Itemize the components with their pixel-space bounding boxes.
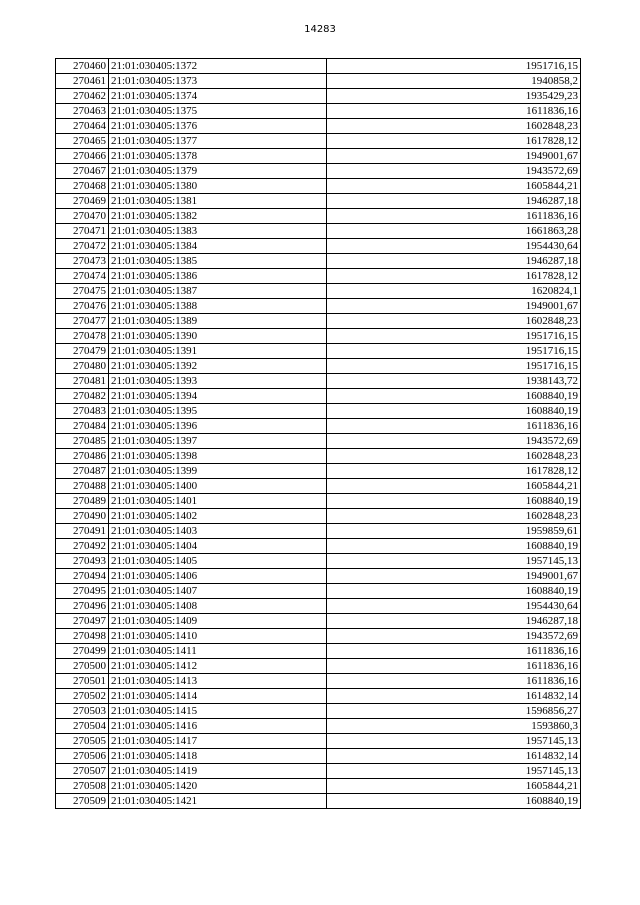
table-row [56, 764, 581, 779]
row-id: 270497 [56, 614, 109, 629]
cadastral-value: 1661863,28 [327, 224, 581, 239]
table-row [56, 689, 581, 704]
row-id: 270505 [56, 734, 109, 749]
row-id: 270507 [56, 764, 109, 779]
row-id: 270477 [56, 314, 109, 329]
cadastral-value: 1946287,18 [327, 254, 581, 269]
cadastral-number: 21:01:030405:1382 [109, 209, 327, 224]
row-id: 270480 [56, 359, 109, 374]
cadastral-value: 1602848,23 [327, 449, 581, 464]
cadastral-number: 21:01:030405:1384 [109, 239, 327, 254]
cadastral-number: 21:01:030405:1409 [109, 614, 327, 629]
row-id: 270467 [56, 164, 109, 179]
cadastral-value: 1949001,67 [327, 569, 581, 584]
row-id: 270508 [56, 779, 109, 794]
row-id: 270474 [56, 269, 109, 284]
cadastral-value: 1593860,3 [327, 719, 581, 734]
row-id: 270509 [56, 794, 109, 809]
table-row [56, 404, 581, 419]
row-id: 270488 [56, 479, 109, 494]
cadastral-value: 1617828,12 [327, 134, 581, 149]
table-row [56, 104, 581, 119]
cadastral-number: 21:01:030405:1407 [109, 584, 327, 599]
cadastral-number: 21:01:030405:1374 [109, 89, 327, 104]
cadastral-number: 21:01:030405:1413 [109, 674, 327, 689]
cadastral-value: 1602848,23 [327, 314, 581, 329]
cadastral-value: 1611836,16 [327, 659, 581, 674]
row-id: 270483 [56, 404, 109, 419]
table-row [56, 494, 581, 509]
table-row [56, 659, 581, 674]
cadastral-value: 1943572,69 [327, 629, 581, 644]
cadastral-number: 21:01:030405:1416 [109, 719, 327, 734]
cadastral-value: 1611836,16 [327, 674, 581, 689]
table-row [56, 299, 581, 314]
cadastral-number: 21:01:030405:1388 [109, 299, 327, 314]
cadastral-number: 21:01:030405:1404 [109, 539, 327, 554]
row-id: 270472 [56, 239, 109, 254]
table-row [56, 89, 581, 104]
cadastral-value: 1959859,61 [327, 524, 581, 539]
row-id: 270462 [56, 89, 109, 104]
row-id: 270482 [56, 389, 109, 404]
table-row [56, 374, 581, 389]
cadastral-number: 21:01:030405:1397 [109, 434, 327, 449]
cadastral-value: 1954430,64 [327, 599, 581, 614]
cadastral-value: 1611836,16 [327, 419, 581, 434]
cadastral-value: 1602848,23 [327, 119, 581, 134]
table-row [56, 719, 581, 734]
cadastral-number: 21:01:030405:1403 [109, 524, 327, 539]
table-row [56, 629, 581, 644]
row-id: 270494 [56, 569, 109, 584]
table-row [56, 284, 581, 299]
cadastral-value: 1951716,15 [327, 359, 581, 374]
cadastral-value: 1605844,21 [327, 479, 581, 494]
table-row [56, 479, 581, 494]
row-id: 270506 [56, 749, 109, 764]
cadastral-number: 21:01:030405:1377 [109, 134, 327, 149]
cadastral-number: 21:01:030405:1402 [109, 509, 327, 524]
cadastral-number: 21:01:030405:1387 [109, 284, 327, 299]
row-id: 270473 [56, 254, 109, 269]
table-row [56, 614, 581, 629]
cadastral-number: 21:01:030405:1381 [109, 194, 327, 209]
cadastral-number: 21:01:030405:1392 [109, 359, 327, 374]
cadastral-value: 1946287,18 [327, 194, 581, 209]
table-row [56, 539, 581, 554]
row-id: 270486 [56, 449, 109, 464]
row-id: 270468 [56, 179, 109, 194]
row-id: 270501 [56, 674, 109, 689]
cadastral-number: 21:01:030405:1400 [109, 479, 327, 494]
cadastral-value: 1608840,19 [327, 389, 581, 404]
cadastral-value: 1605844,21 [327, 779, 581, 794]
cadastral-number: 21:01:030405:1417 [109, 734, 327, 749]
row-id: 270466 [56, 149, 109, 164]
table-row [56, 509, 581, 524]
row-id: 270500 [56, 659, 109, 674]
cadastral-value: 1611836,16 [327, 209, 581, 224]
cadastral-value: 1611836,16 [327, 644, 581, 659]
cadastral-number: 21:01:030405:1394 [109, 389, 327, 404]
cadastral-value: 1951716,15 [327, 59, 581, 74]
table-row [56, 209, 581, 224]
page-number: 14283 [304, 24, 336, 35]
cadastral-number: 21:01:030405:1373 [109, 74, 327, 89]
cadastral-number: 21:01:030405:1398 [109, 449, 327, 464]
row-id: 270475 [56, 284, 109, 299]
row-id: 270485 [56, 434, 109, 449]
cadastral-value: 1943572,69 [327, 434, 581, 449]
cadastral-number: 21:01:030405:1411 [109, 644, 327, 659]
cadastral-number: 21:01:030405:1393 [109, 374, 327, 389]
cadastral-number: 21:01:030405:1380 [109, 179, 327, 194]
cadastral-number: 21:01:030405:1375 [109, 104, 327, 119]
row-id: 270478 [56, 329, 109, 344]
cadastral-value: 1943572,69 [327, 164, 581, 179]
table-row [56, 554, 581, 569]
row-id: 270463 [56, 104, 109, 119]
cadastral-number: 21:01:030405:1385 [109, 254, 327, 269]
row-id: 270460 [56, 59, 109, 74]
row-id: 270496 [56, 599, 109, 614]
table-row [56, 464, 581, 479]
table-row [56, 254, 581, 269]
cadastral-value: 1957145,13 [327, 734, 581, 749]
cadastral-number: 21:01:030405:1406 [109, 569, 327, 584]
table-row [56, 269, 581, 284]
table-row [56, 74, 581, 89]
cadastral-number: 21:01:030405:1420 [109, 779, 327, 794]
row-id: 270479 [56, 344, 109, 359]
cadastral-number: 21:01:030405:1378 [109, 149, 327, 164]
row-id: 270461 [56, 74, 109, 89]
cadastral-value: 1949001,67 [327, 149, 581, 164]
table-row [56, 599, 581, 614]
table-row [56, 314, 581, 329]
cadastral-value: 1951716,15 [327, 329, 581, 344]
table-row [56, 674, 581, 689]
cadastral-value: 1949001,67 [327, 299, 581, 314]
cadastral-number: 21:01:030405:1376 [109, 119, 327, 134]
row-id: 270503 [56, 704, 109, 719]
table-row [56, 134, 581, 149]
row-id: 270491 [56, 524, 109, 539]
table-row [56, 149, 581, 164]
cadastral-number: 21:01:030405:1419 [109, 764, 327, 779]
row-id: 270490 [56, 509, 109, 524]
cadastral-number: 21:01:030405:1415 [109, 704, 327, 719]
table-row [56, 224, 581, 239]
cadastral-value: 1596856,27 [327, 704, 581, 719]
row-id: 270487 [56, 464, 109, 479]
cadastral-number: 21:01:030405:1396 [109, 419, 327, 434]
table-row [56, 179, 581, 194]
table-row [56, 359, 581, 374]
table-row [56, 779, 581, 794]
cadastral-value: 1617828,12 [327, 269, 581, 284]
cadastral-number: 21:01:030405:1418 [109, 749, 327, 764]
cadastral-number: 21:01:030405:1421 [109, 794, 327, 809]
cadastre-table [55, 58, 581, 809]
cadastral-value: 1957145,13 [327, 554, 581, 569]
table-row [56, 329, 581, 344]
row-id: 270502 [56, 689, 109, 704]
cadastral-value: 1608840,19 [327, 584, 581, 599]
row-id: 270465 [56, 134, 109, 149]
cadastral-number: 21:01:030405:1379 [109, 164, 327, 179]
table-row [56, 569, 581, 584]
cadastral-value: 1620824,1 [327, 284, 581, 299]
row-id: 270484 [56, 419, 109, 434]
row-id: 270481 [56, 374, 109, 389]
table-row [56, 749, 581, 764]
cadastral-value: 1605844,21 [327, 179, 581, 194]
row-id: 270504 [56, 719, 109, 734]
cadastral-value: 1951716,15 [327, 344, 581, 359]
row-id: 270464 [56, 119, 109, 134]
table-row [56, 344, 581, 359]
table-row [56, 239, 581, 254]
cadastral-number: 21:01:030405:1395 [109, 404, 327, 419]
table-row [56, 59, 581, 74]
table-row [56, 449, 581, 464]
row-id: 270495 [56, 584, 109, 599]
cadastral-value: 1608840,19 [327, 404, 581, 419]
row-id: 270471 [56, 224, 109, 239]
table-row [56, 734, 581, 749]
cadastral-value: 1946287,18 [327, 614, 581, 629]
cadastral-value: 1940858,2 [327, 74, 581, 89]
cadastral-value: 1614832,14 [327, 749, 581, 764]
row-id: 270498 [56, 629, 109, 644]
cadastral-number: 21:01:030405:1412 [109, 659, 327, 674]
cadastral-value: 1608840,19 [327, 494, 581, 509]
table-row [56, 524, 581, 539]
table-row [56, 419, 581, 434]
cadastral-number: 21:01:030405:1383 [109, 224, 327, 239]
cadastral-number: 21:01:030405:1389 [109, 314, 327, 329]
cadastral-value: 1954430,64 [327, 239, 581, 254]
cadastral-number: 21:01:030405:1372 [109, 59, 327, 74]
cadastral-value: 1608840,19 [327, 539, 581, 554]
cadastral-number: 21:01:030405:1410 [109, 629, 327, 644]
table-row [56, 164, 581, 179]
cadastral-number: 21:01:030405:1401 [109, 494, 327, 509]
table-row [56, 434, 581, 449]
cadastral-value: 1938143,72 [327, 374, 581, 389]
table-row [56, 644, 581, 659]
table-row [56, 389, 581, 404]
cadastral-number: 21:01:030405:1386 [109, 269, 327, 284]
cadastral-value: 1611836,16 [327, 104, 581, 119]
cadastral-value: 1602848,23 [327, 509, 581, 524]
table-row [56, 704, 581, 719]
table-row [56, 794, 581, 809]
cadastral-number: 21:01:030405:1391 [109, 344, 327, 359]
row-id: 270470 [56, 209, 109, 224]
row-id: 270476 [56, 299, 109, 314]
cadastral-number: 21:01:030405:1408 [109, 599, 327, 614]
table-body [56, 59, 581, 809]
table-row [56, 119, 581, 134]
cadastral-value: 1614832,14 [327, 689, 581, 704]
table-row [56, 584, 581, 599]
cadastral-number: 21:01:030405:1390 [109, 329, 327, 344]
cadastral-value: 1608840,19 [327, 794, 581, 809]
cadastral-number: 21:01:030405:1414 [109, 689, 327, 704]
cadastral-value: 1935429,23 [327, 89, 581, 104]
cadastral-number: 21:01:030405:1399 [109, 464, 327, 479]
cadastral-value: 1957145,13 [327, 764, 581, 779]
cadastral-value: 1617828,12 [327, 464, 581, 479]
row-id: 270493 [56, 554, 109, 569]
row-id: 270499 [56, 644, 109, 659]
row-id: 270469 [56, 194, 109, 209]
row-id: 270492 [56, 539, 109, 554]
table-row [56, 194, 581, 209]
cadastral-number: 21:01:030405:1405 [109, 554, 327, 569]
row-id: 270489 [56, 494, 109, 509]
